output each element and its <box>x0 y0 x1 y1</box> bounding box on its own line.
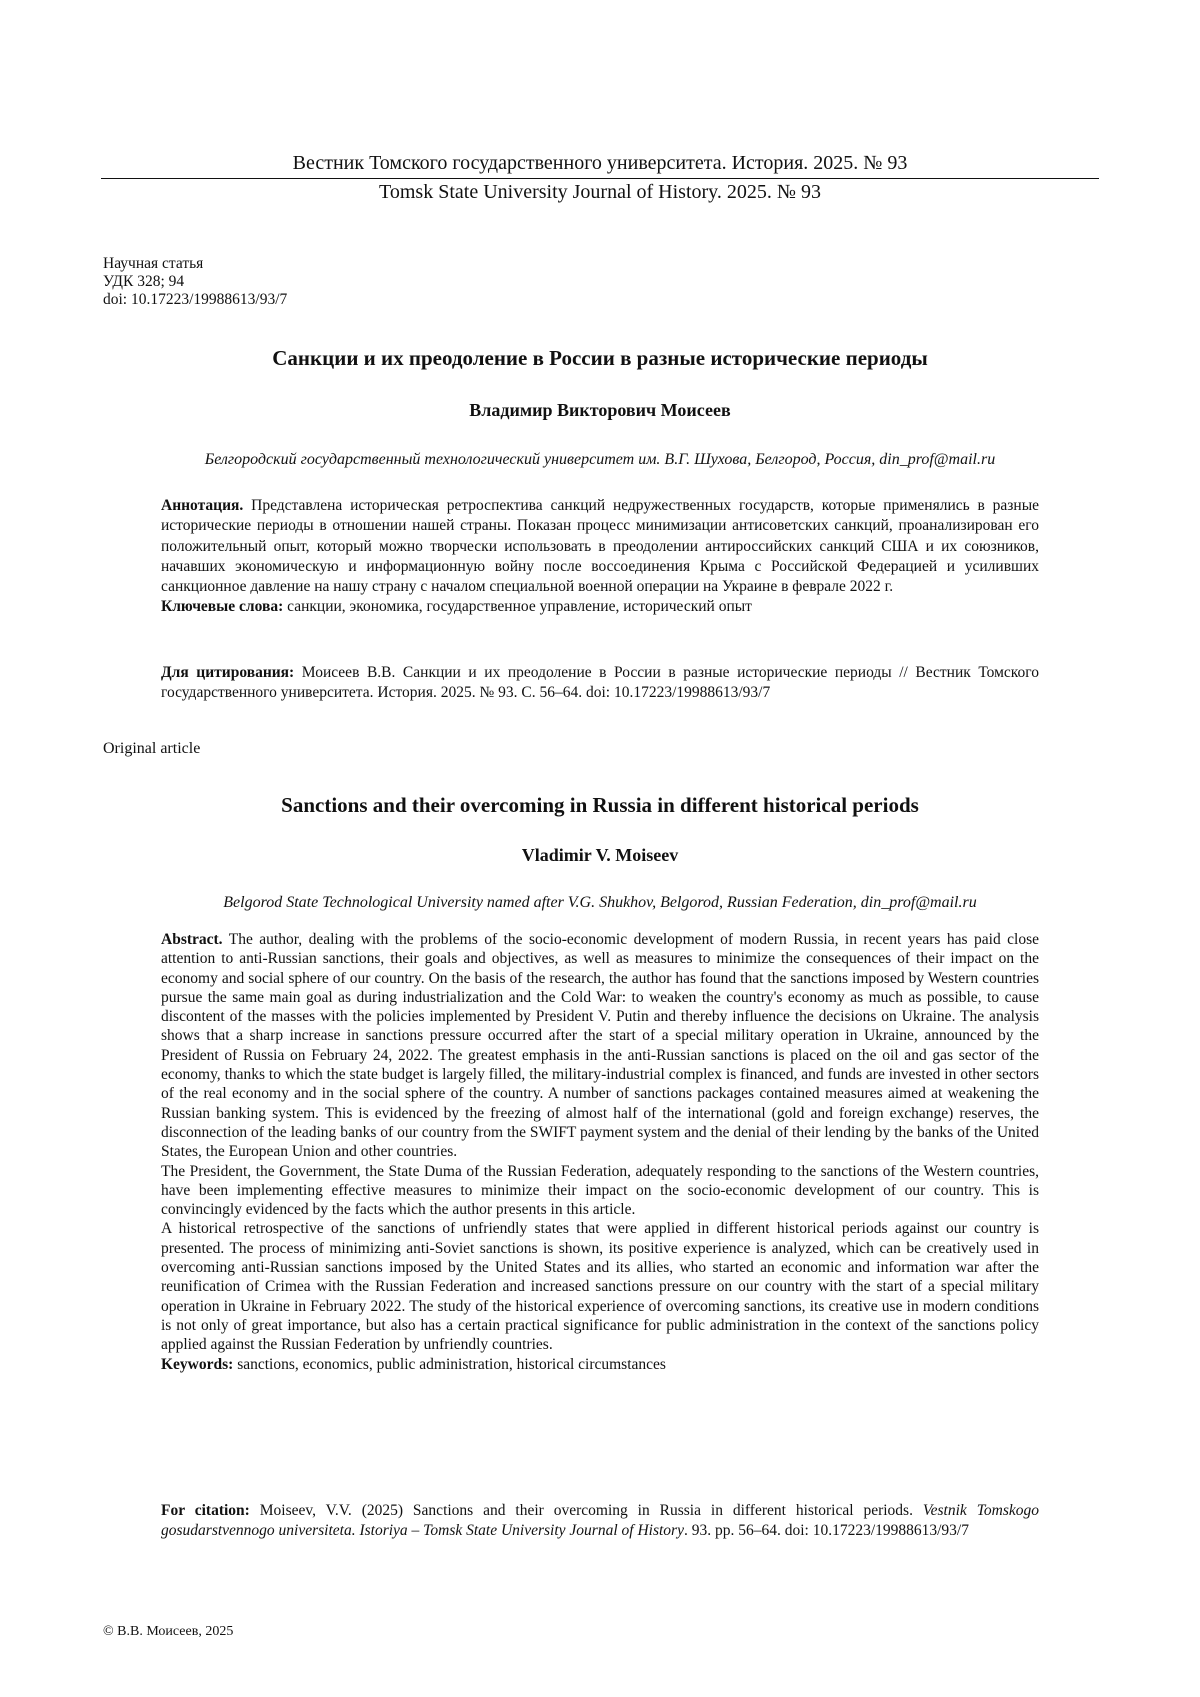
header-rule <box>101 178 1099 179</box>
keywords-text-en: sanctions, economics, public administration, historical circumstances <box>237 1355 666 1373</box>
citation-pages-en: . 93. pp. 56–64. doi: 10.17223/19988613/93/7 <box>683 1522 969 1539</box>
doi: doi: 10.17223/19988613/93/7 <box>103 291 288 308</box>
keywords-label-en: Keywords: <box>161 1355 234 1373</box>
citation-label-en: For citation: <box>161 1502 250 1519</box>
abstract-p2-en: The President, the Government, the State Duma of the Russian Federation, adequately responding to the sanctions of the Western countries, have been implementing effective measures to minimize their impact on the socio-economic development of our country. This is convincingly evidenced by the facts which the author presents in this article. <box>161 1162 1039 1219</box>
title-ru: Санкции и их преодоление в России в разные исторические периоды <box>272 346 928 370</box>
article-type-ru: Научная статья <box>103 255 204 272</box>
abstract-ru <box>161 496 1039 618</box>
citation-ru <box>161 663 1039 704</box>
citation-text-en: Moiseev, V.V. (2025) Sanctions and their overcoming in Russia in different historical periods. <box>259 1502 913 1519</box>
author-ru: Владимир Викторович Моисеев <box>469 400 731 420</box>
citation-label-ru: Для цитирования: <box>161 664 295 681</box>
abstract-p3-en: A historical retrospective of the sanctions of unfriendly states that were applied in different historical periods against our country is presented. The process of minimizing anti-Soviet sanctions is shown, its positive experience is analyzed, which can be creatively used in overcoming anti-Russian sanctions imposed by the United States and its allies, who started an economic and information war after the reunification of Crimea with the Russian Federation and increased sanctions pressure on our country with the start of a special military operation in Ukraine in February 2022. The study of the historical experience of overcoming sanctions, its creative use in modern conditions is not only of great importance, but also has a certain practical significance for public administration in the context of the sanctions policy applied against the Russian Federation by unfriendly countries. <box>161 1220 1039 1354</box>
abstract-label-en: Abstract. <box>161 931 223 948</box>
citation-journal-en: Vestnik Tomskogo gosudarstvennogo universiteta. Istoriya – Tomsk State University Journal of History <box>161 1502 1040 1539</box>
abstract-label-ru: Аннотация. <box>161 497 244 514</box>
title-en: Sanctions and their overcoming in Russia in different historical periods <box>281 793 919 817</box>
abstract-p1-en: The author, dealing with the problems of the socio-economic development of modern Russia, in recent years has paid close attention to anti-Russian sanctions, their goals and objectives, as well as measures to minimize the consequences of their impact on the economy and social sphere of our country. On the basis of the research, the author has found that the sanctions imposed by Western countries pursue the same main goal as during industrialization and the Cold War: to weaken the country's economy as much as possible, to cause discontent of the masses with the policies implemented by President V. Putin and thereby influence the decisions on Ukraine. The analysis shows that a sharp increase in sanctions pressure occurred after the start of a special military operation in Ukraine, announced by the President of Russia on February 24, 2022. The greatest emphasis in the anti-Russian sanctions is placed on the oil and gas sector of the economy, thanks to which the state budget is largely filled, the military-industrial complex is financed, and funds are invested in other sectors of the real economy and in the social sphere of the country. A number of sanctions packages contained measures aimed at weakening the Russian banking system. This is evidenced by the freezing of almost half of the international (gold and foreign exchange) reserves, the disconnection of the leading banks of our country from the SWIFT payment system and the denial of their lending by the banks of the United States, the European Union and other countries. <box>161 931 1039 1161</box>
affiliation-en: Belgorod State Technological University named after V.G. Shukhov, Belgorod, Russian Federation, din_prof@mail.ru <box>223 894 977 911</box>
author-en: Vladimir V. Moiseev <box>521 845 679 865</box>
journal-header-ru: Вестник Томского государственного университета. История. 2025. № 93 <box>292 152 908 174</box>
citation-en <box>161 1501 1039 1541</box>
abstract-en <box>161 930 1039 1374</box>
journal-header-en: Tomsk State University Journal of History. 2025. № 93 <box>379 181 821 203</box>
citation-text-ru: Моисеев В.В. Санкции и их преодоление в России в разные исторические периоды // Вестник Томского государственного университета. История. 2025. № 93. С. 56–64. doi: 10.17223/19988613/93/7 <box>161 664 1039 702</box>
keywords-text-ru: санкции, экономика, государственное управление, исторический опыт <box>287 598 752 616</box>
abstract-text-ru: Представлена историческая ретроспектива санкций недружественных государств, которые применялись в разные исторические периоды в отношении нашей страны. Показан процесс минимизации антисоветских санкций, проанализирован его положительный опыт, который можно творчески использовать в преодолении антироссийских санкций США и их союзников, начавших экономическую и информационную войну после воссоединения Крыма с Российской Федерацией и усиливших санкционное давление на нашу страну с началом специальной военной операции на Украине в феврале 2022 г. <box>161 497 1040 596</box>
journal-header <box>101 151 1099 204</box>
copyright: © В.В. Моисеев, 2025 <box>103 1624 234 1639</box>
article-meta <box>103 255 287 309</box>
udc-code: УДК 328; 94 <box>103 273 185 290</box>
affiliation-ru: Белгородский государственный технологический университет им. В.Г. Шухова, Белгород, Россия, din_prof@mail.ru <box>204 451 996 468</box>
keywords-label-ru: Ключевые слова: <box>161 598 284 616</box>
article-type-en: Original article <box>103 740 201 757</box>
